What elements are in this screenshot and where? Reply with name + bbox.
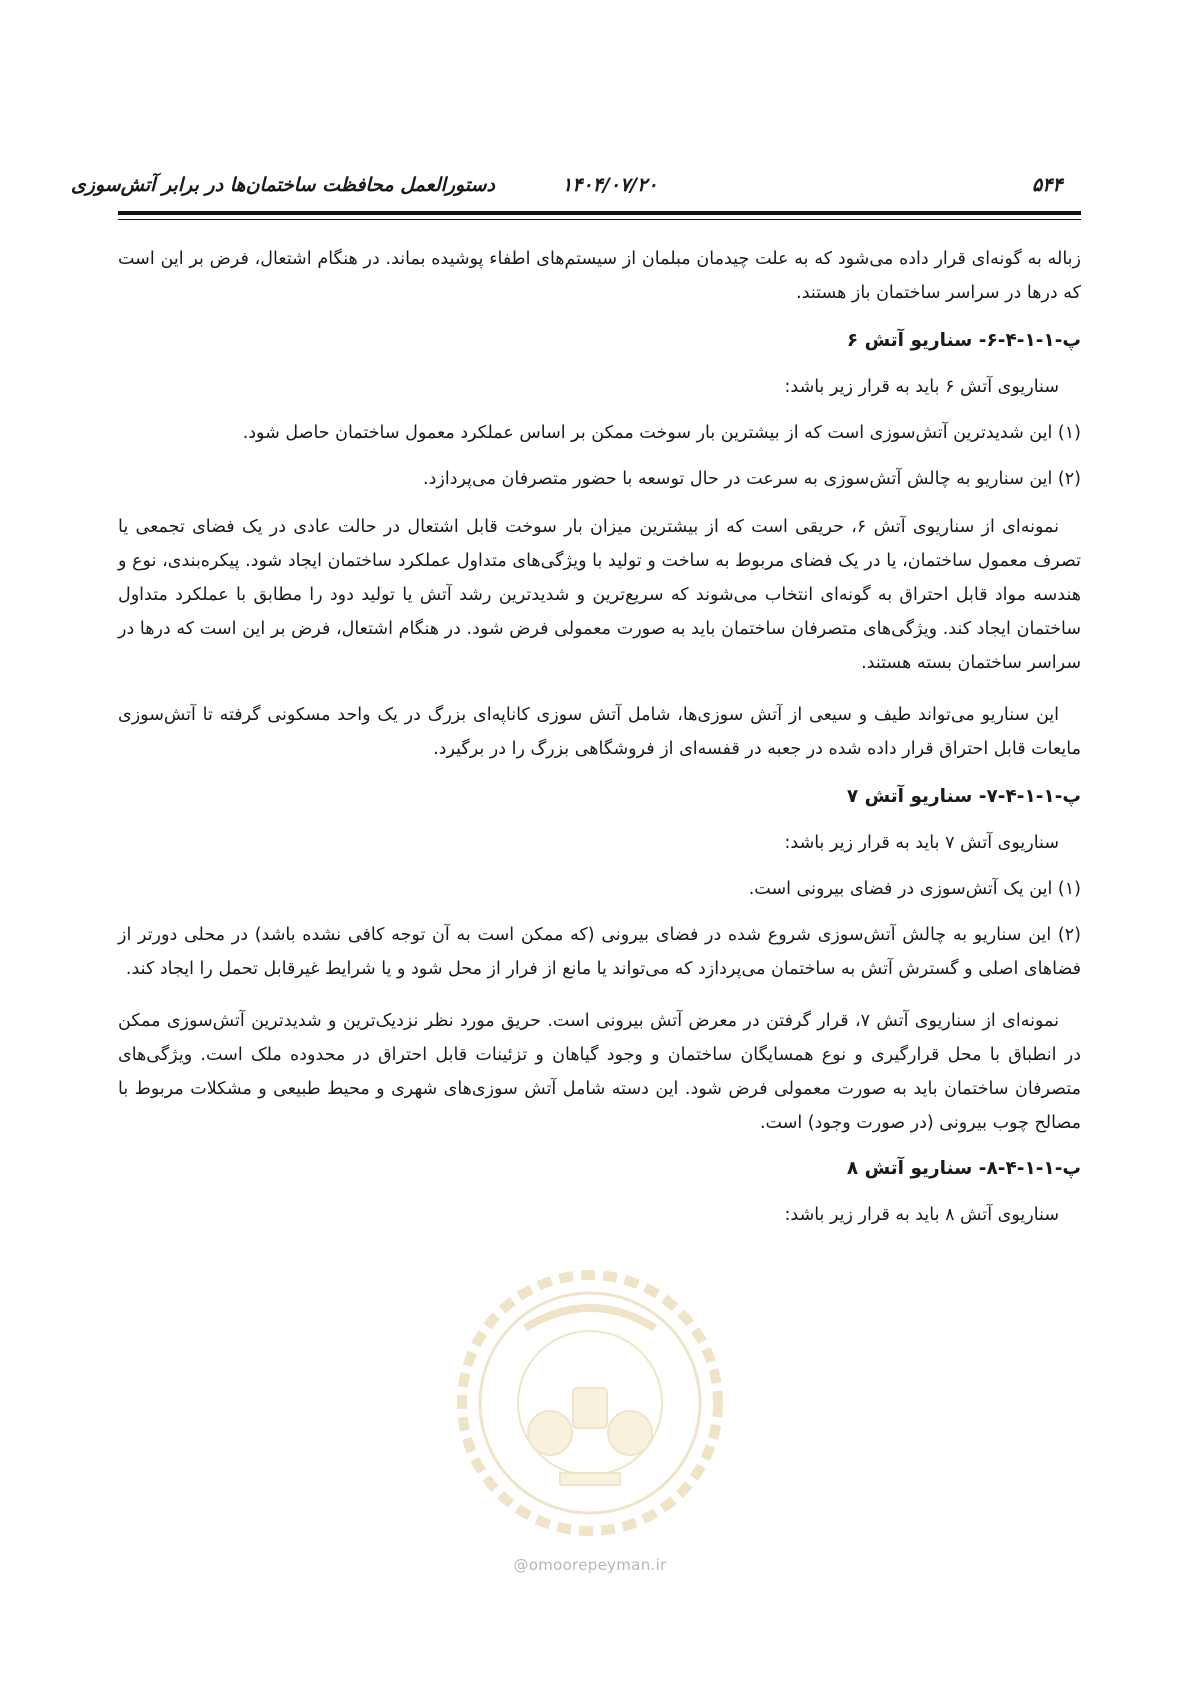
list-item: (۱) این یک آتش‌سوزی در فضای بیرونی است.: [748, 879, 1081, 899]
section-heading-fire-scenario-8: پ-۱-۱-۴-۸- سناریو آتش ۸: [846, 1158, 1081, 1179]
list-item: (۲) این سناریو به چالش آتش‌سوزی به سرعت در حال توسعه با حضور متصرفان می‌پردازد.: [423, 469, 1081, 489]
header-rule-thick: [118, 211, 1081, 215]
section-heading-fire-scenario-6: پ-۱-۱-۴-۶- سناریو آتش ۶: [846, 330, 1081, 351]
paragraph: سناریوی آتش ۶ باید به قرار زیر باشد:: [784, 377, 1059, 397]
section-heading-fire-scenario-7: پ-۱-۱-۴-۷- سناریو آتش ۷: [846, 786, 1081, 807]
body-text: [118, 242, 1081, 1232]
watermark-seal-icon: [455, 1268, 725, 1538]
list-item: (۱) این شدیدترین آتش‌سوزی است که از بیشترین بار سوخت ممکن بر اساس عملکرد معمول ساختمان حاصل شود.: [242, 423, 1081, 443]
paragraph: این سناریو می‌تواند طیف و سیعی از آتش سوزی‌ها، شامل آتش سوزی کاناپه‌ای بزرگ در یک واحد مسکونی گرفته تا آتش‌سوزی مایعات قابل احتراق قرار داده شده در جعبه در قفسه‌ای از فروشگاهی بزرگ را در برگیرد.: [118, 705, 1081, 759]
paragraph: (۲) این سناریو به چالش آتش‌سوزی شروع شده در فضای بیرونی (که ممکن است به آن توجه کافی نشده باشد) در محلی دورتر از فضاهای اصلی و گسترش آتش به ساختمان می‌پردازد که می‌تواند یا مانع از فرار از محل شود و یا شرایط غیرقابل تحمل را ایجاد کند.: [118, 925, 1081, 979]
watermark-site: @omoorepeyman.ir: [513, 1556, 667, 1574]
header-rule-thin: [118, 219, 1081, 220]
paragraph: نمونه‌ای از سناریوی آتش ۶، حریقی است که از بیشترین میزان بار سوخت قابل اشتعال در حالت عادی در یک فضای تجمعی یا تصرف معمول ساختمان، یا در یک فضای مربوط به ساخت و تولید با ویژگی‌های متداول عملکرد ساختمان ایجاد شود. پیکره‌بندی، نوع و هندسه مواد قابل احتراق به گونه‌ای انتخاب می‌شوند که سریع‌ترین و شدیدترین رشد آتش یا تولید دود را مطابق با عملکرد متداول ساختمان ایجاد کند. ویژگی‌های متصرفان ساختمان باید به صورت معمولی فرض شود. در هنگام اشتعال، فرض بر این است که درها در سراسر ساختمان بسته هستند.: [118, 517, 1081, 673]
paragraph: سناریوی آتش ۸ باید به قرار زیر باشد:: [784, 1205, 1059, 1225]
paragraph: نمونه‌ای از سناریوی آتش ۷، قرار گرفتن در معرض آتش بیرونی است. حریق مورد نظر نزدیک‌ترین و شدیدترین آتش‌سوزی ممکن در انطباق با محل قرارگیری و نوع همسایگان ساختمان و وجود گیاهان و تزئینات قابل احتراق در محدوده ملک است. ویژگی‌های متصرفان ساختمان باید به صورت معمولی فرض شود. این دسته شامل آتش سوزی‌های شهری و محیط طبیعی و مشکلات مربوط با مصالح چوب بیرونی (در صورت وجود) است.: [118, 1011, 1081, 1133]
page-number: ۵۴۴: [1032, 174, 1063, 196]
header-date: ۱۴۰۴/۰۷/۲۰: [562, 174, 658, 196]
paragraph: سناریوی آتش ۷ باید به قرار زیر باشد:: [784, 833, 1059, 853]
paragraph: زباله به گونه‌ای قرار داده می‌شود که به علت چیدمان مبلمان از سیستم‌های اطفاء پوشیده بماند. در هنگام اشتعال، فرض بر این است که درها در سراسر ساختمان باز هستند.: [118, 249, 1081, 303]
header-title: دستورالعمل محافظت ساختمان‌ها در برابر آتش‌سوزی: [70, 174, 495, 196]
